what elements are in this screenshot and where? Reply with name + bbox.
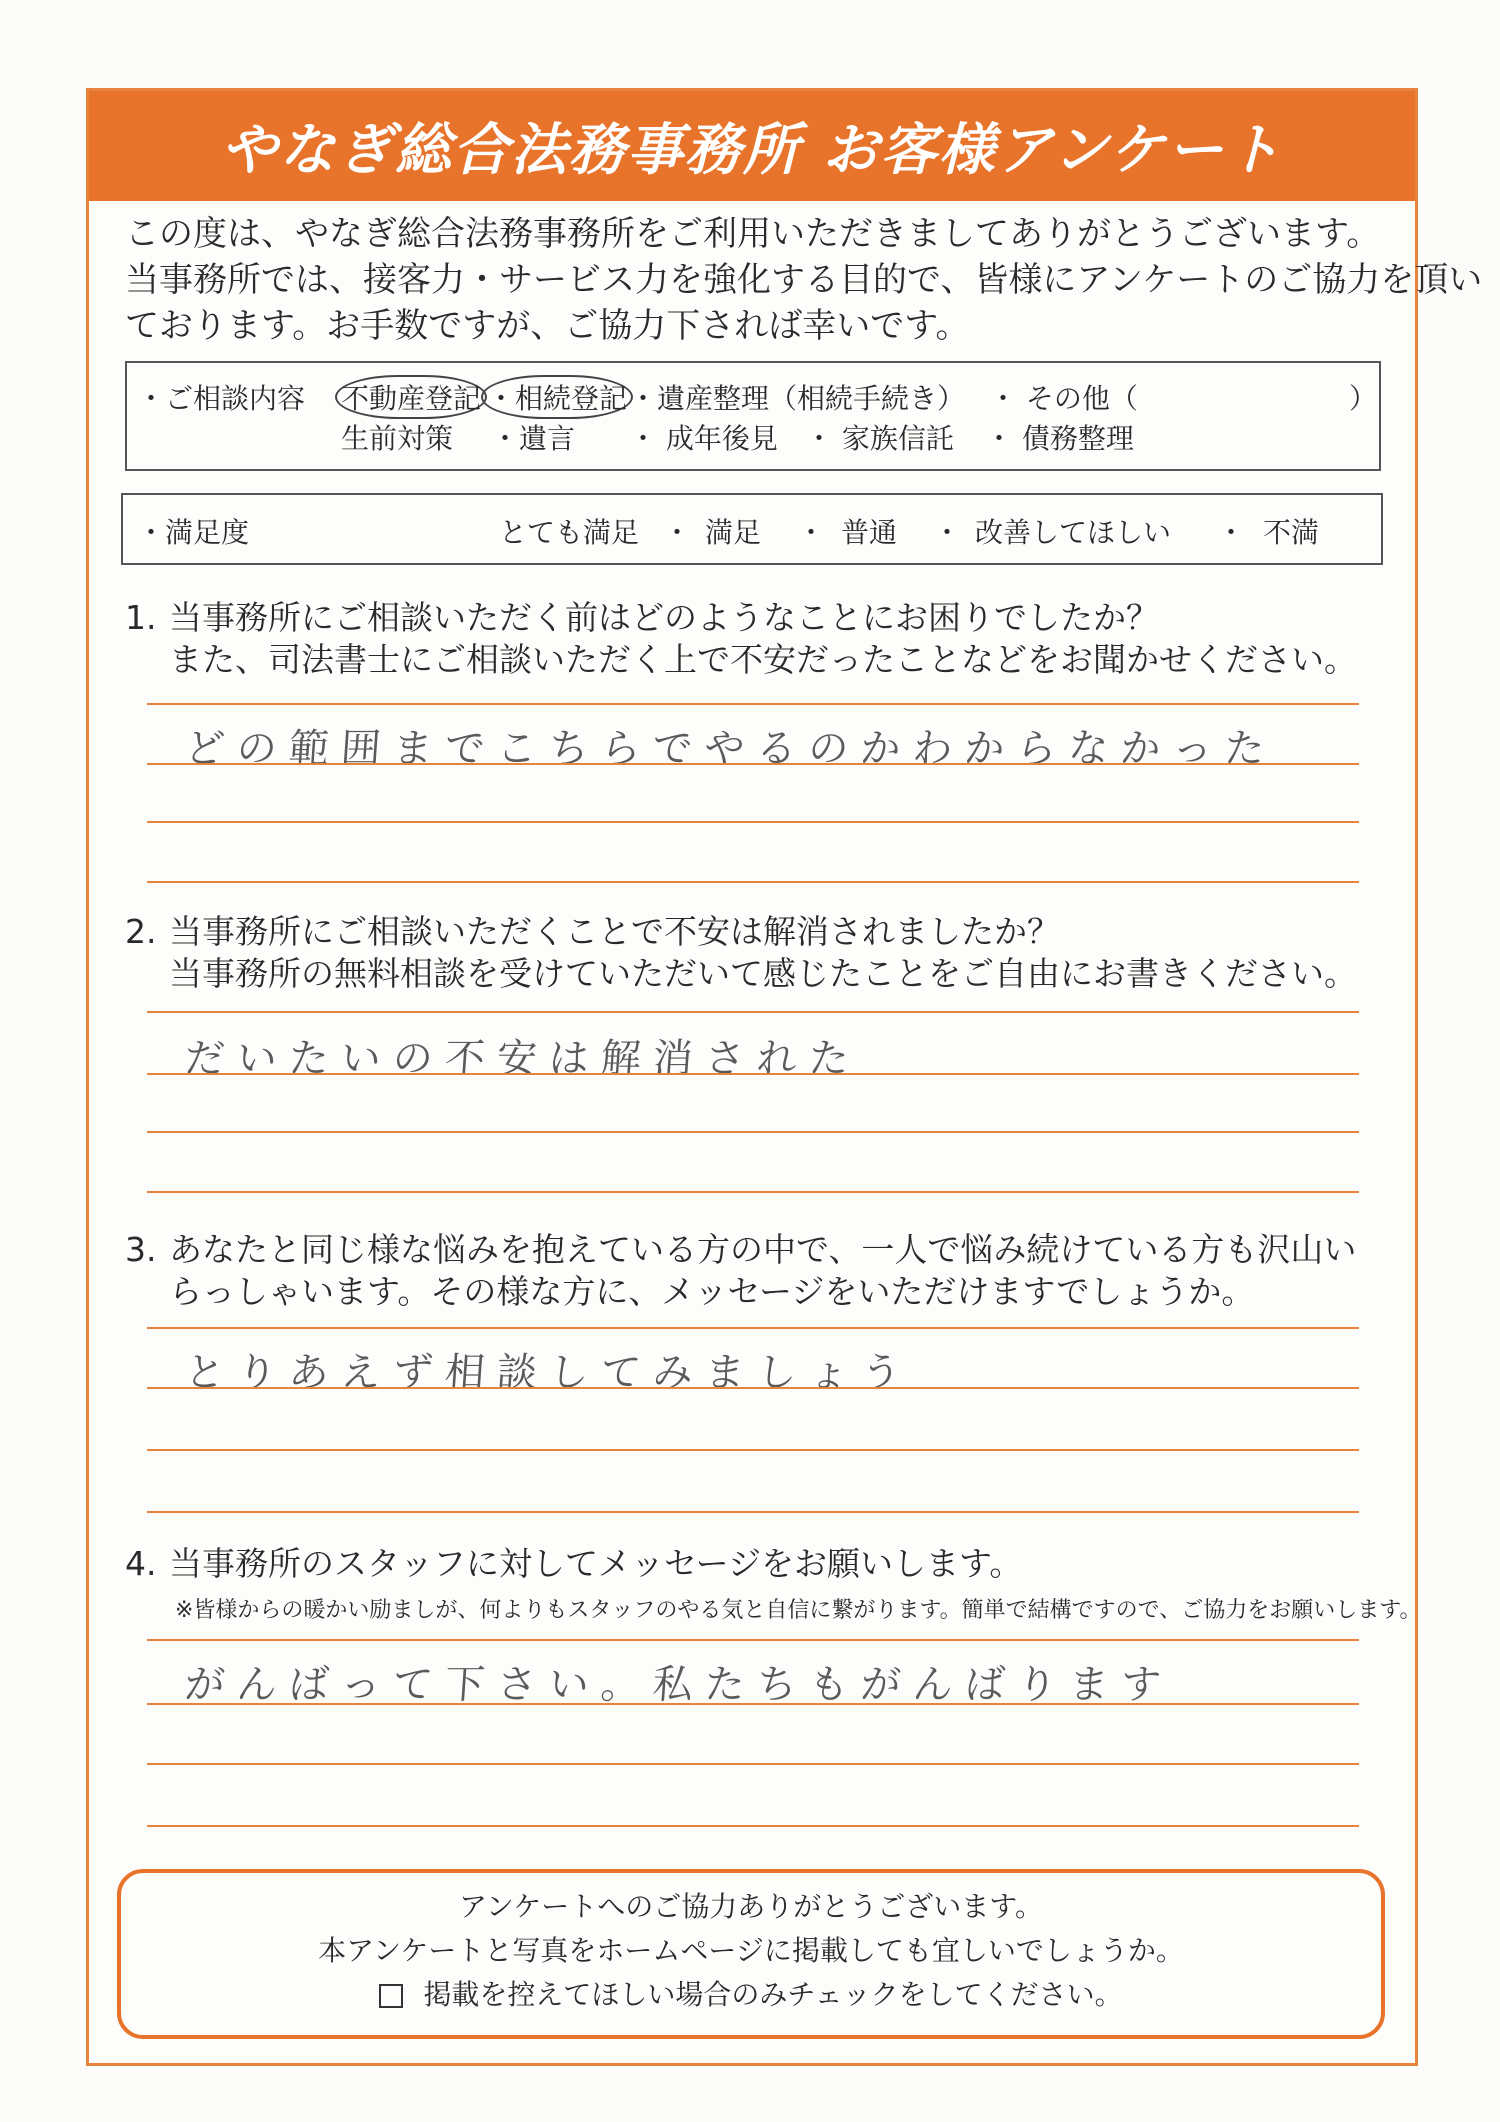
option-adult-guardianship[interactable]: ・ 成年後見 (629, 422, 778, 455)
answer-line (147, 1763, 1359, 1765)
footer-box (117, 1869, 1385, 2039)
question-text: また、司法書士にご相談いただく上で不安だったことなどをお聞かせください。 (169, 640, 1357, 679)
option-satisfied[interactable]: 満足 (705, 516, 762, 549)
question-text: 当事務所にご相談いただくことで不安は解消されましたか？ (169, 912, 1060, 951)
q4-note: ※皆様からの暖かい励ましが、何よりもスタッフのやる気と自信に繋がります。簡単で結構ですので、ご協力をお願いします。 (175, 1598, 1422, 1623)
answer-line (147, 1639, 1359, 1641)
answer-4[interactable]: がんばって下さい。私たちもがんばります (183, 1662, 1175, 1708)
answer-line (147, 1449, 1359, 1451)
intro-line: ております。お手数ですが、ご協力下されば幸いです。 (125, 306, 970, 346)
question-number: 1. (125, 598, 157, 637)
option-real-estate-registration[interactable]: 不動産登記 (335, 375, 487, 419)
answer-line (147, 763, 1359, 765)
answer-line (147, 1073, 1359, 1075)
satisfaction-box (121, 493, 1383, 565)
answer-line (147, 821, 1359, 823)
answer-line (147, 703, 1359, 705)
option-will[interactable]: ・遺言 (491, 422, 576, 455)
answer-line (147, 881, 1359, 883)
question-number: 3. (125, 1230, 157, 1269)
answer-3[interactable]: とりあえず相談してみましょう (183, 1350, 915, 1396)
footer-checkbox-label: 掲載を控えてほしい場合のみチェックをしてください。 (423, 1978, 1123, 2011)
question-number: 2. (125, 912, 157, 951)
answer-line (147, 1011, 1359, 1013)
answer-line (147, 1327, 1359, 1329)
answer-1[interactable]: どの範囲までこちらでやるのかわからなかった (183, 726, 1278, 772)
answer-2[interactable]: だいたいの不安は解消された (183, 1036, 863, 1082)
intro-line: 当事務所では、接客力・サービス力を強化する目的で、皆様にアンケートのご協力を頂い (125, 260, 1483, 300)
intro-text (125, 211, 1483, 349)
option-needs-improvement[interactable]: 改善してほしい (975, 516, 1172, 549)
survey-form (86, 88, 1483, 2066)
answer-line (147, 1825, 1359, 1827)
question-text: 当事務所のスタッフに対してメッセージをお願いします。 (169, 1544, 1023, 1583)
question-text: らっしゃいます。その様な方に、メッセージをいただけますでしょうか。 (169, 1272, 1255, 1311)
question-text: 当事務所の無料相談を受けていただいて感じたことをご自由にお書きください。 (169, 954, 1357, 993)
option-family-trust[interactable]: ・ 家族信託 (805, 422, 954, 455)
option-other-close: ） (1349, 382, 1378, 415)
footer-thanks: アンケートへのご協力ありがとうございます。 (458, 1890, 1044, 1923)
intro-line: この度は、やなぎ総合法務事務所をご利用いただきましてありがとうございます。 (125, 214, 1381, 254)
consultation-box (125, 361, 1381, 471)
option-estate-settlement[interactable]: ・遺産整理（相続手続き） (629, 382, 966, 415)
answer-line (147, 1703, 1359, 1705)
question-3 (125, 1229, 1356, 1313)
opt-out-checkbox[interactable] (379, 1984, 403, 2008)
answer-line (147, 1191, 1359, 1193)
question-1 (125, 597, 1357, 681)
page-title: やなぎ総合法務事務所 お客様アンケート (89, 91, 1415, 201)
question-2 (125, 911, 1357, 995)
option-pre-death-planning[interactable]: 生前対策 (341, 422, 454, 455)
answer-line (147, 1511, 1359, 1513)
question-text: 当事務所にご相談いただく前はどのようなことにお困りでしたか？ (169, 598, 1159, 637)
separator: ・ (797, 516, 826, 549)
option-inheritance-registration[interactable]: ・相続登記 (481, 375, 633, 419)
footer-permission: 本アンケートと写真をホームページに掲載しても宜しいでしょうか。 (318, 1934, 1184, 1967)
option-dissatisfied[interactable]: 不満 (1263, 516, 1320, 549)
answer-line (147, 1387, 1359, 1389)
separator: ・ (1217, 516, 1246, 549)
option-neutral[interactable]: 普通 (841, 516, 898, 549)
separator: ・ (663, 516, 692, 549)
separator: ・ (933, 516, 962, 549)
question-4 (125, 1543, 1022, 1585)
option-debt-settlement[interactable]: ・ 債務整理 (985, 422, 1134, 455)
consultation-label: ・ご相談内容 (137, 382, 306, 415)
question-text: あなたと同じ様な悩みを抱えている方の中で、一人で悩み続けている方も沢山い (169, 1230, 1357, 1269)
satisfaction-label: ・満足度 (137, 516, 250, 549)
option-other[interactable]: ・ その他（ (989, 382, 1138, 415)
option-very-satisfied[interactable]: とても満足 (499, 516, 640, 549)
answer-line (147, 1131, 1359, 1133)
question-number: 4. (125, 1544, 157, 1583)
